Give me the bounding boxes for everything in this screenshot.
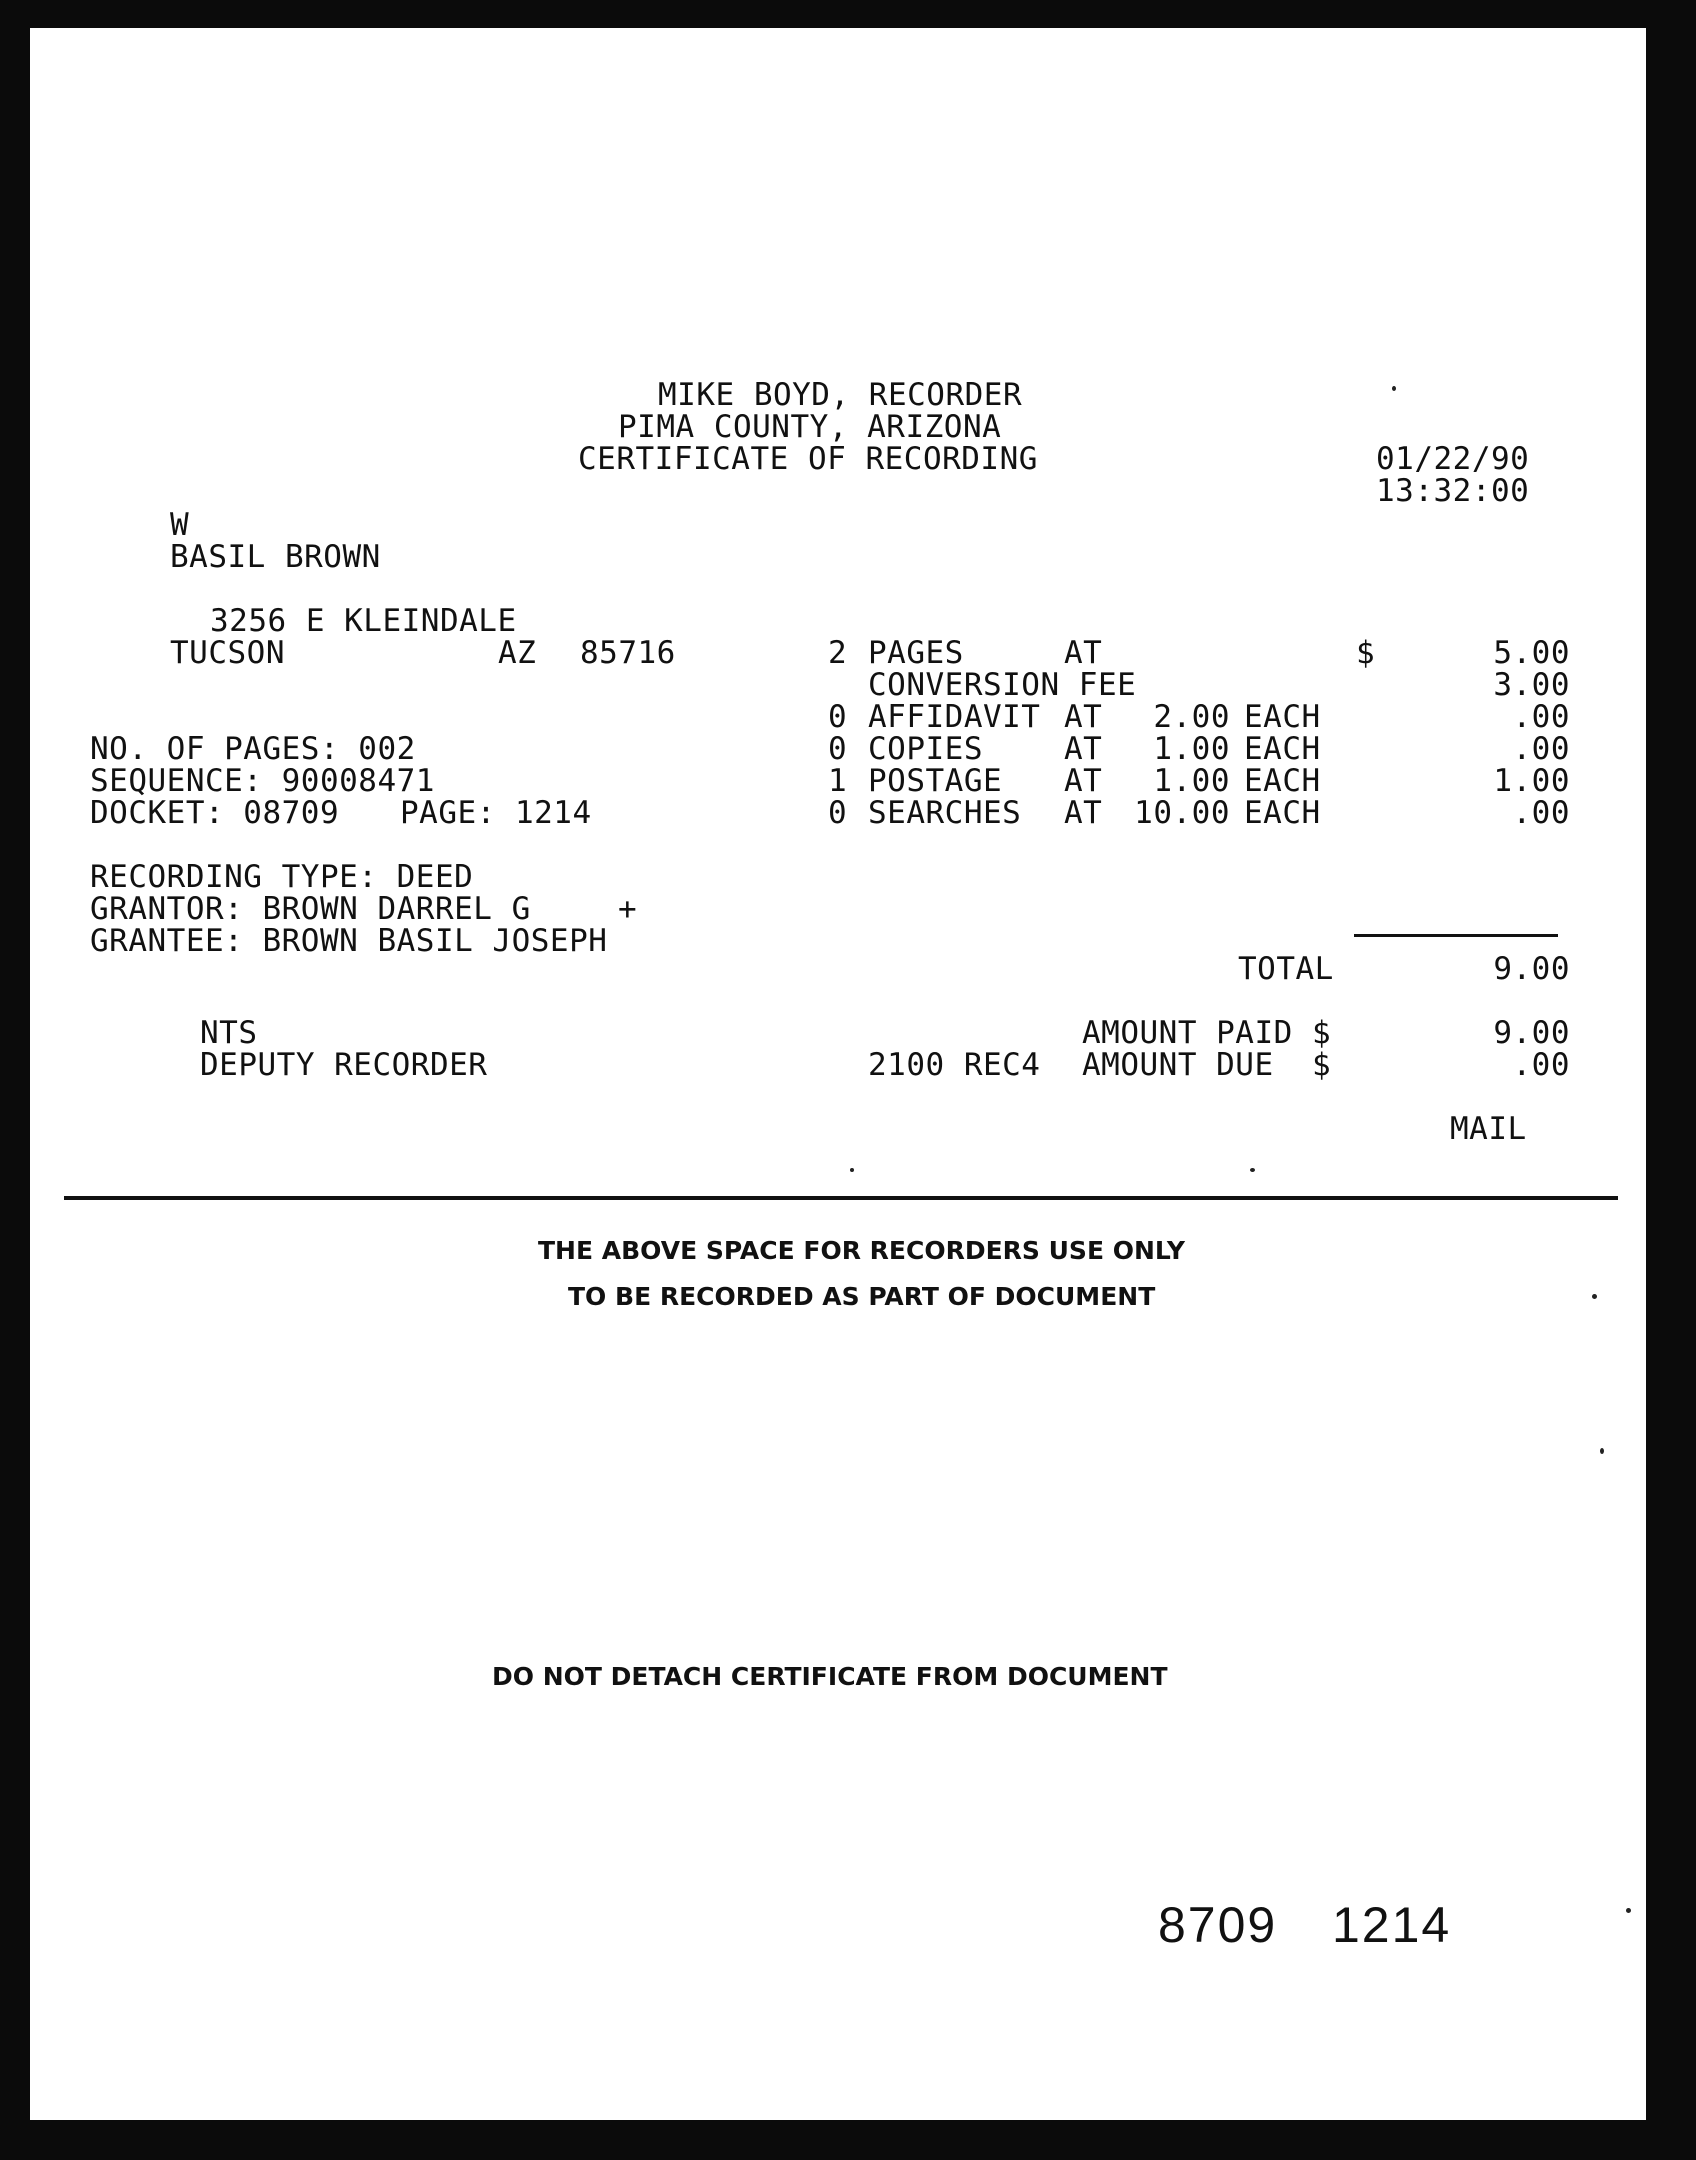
number-of-pages: NO. OF PAGES: 002 xyxy=(90,731,416,767)
fee-each: EACH xyxy=(1244,731,1321,767)
fee-rate: 1.00 xyxy=(1153,731,1230,767)
recorder-name: MIKE BOYD, RECORDER xyxy=(658,377,1023,413)
recorder-divider xyxy=(64,1196,1618,1200)
amount-paid-label: AMOUNT PAID $ xyxy=(1082,1015,1332,1051)
sequence-number: SEQUENCE: 90008471 xyxy=(90,763,435,799)
recorder-use-notice: THE ABOVE SPACE FOR RECORDERS USE ONLY xyxy=(538,1236,1186,1265)
fee-rate: 2.00 xyxy=(1153,699,1230,735)
fee-amount: .00 xyxy=(1512,699,1570,735)
fee-qty: 0 xyxy=(828,795,848,831)
scan-speck xyxy=(1392,386,1396,391)
scan-speck xyxy=(850,1168,854,1172)
page-number: PAGE: 1214 xyxy=(400,795,592,831)
fee-item: CONVERSION FEE xyxy=(868,667,1137,703)
delivery-method: MAIL xyxy=(1450,1111,1527,1147)
stamp-page: 1214 xyxy=(1332,1897,1452,1953)
fee-amount: 5.00 xyxy=(1493,635,1570,671)
fee-qty: 0 xyxy=(828,731,848,767)
recording-date: 01/22/90 xyxy=(1376,441,1530,477)
fee-item: AFFIDAVIT xyxy=(868,699,1041,735)
amount-due-label: AMOUNT DUE $ xyxy=(1082,1047,1332,1083)
fee-qty: 2 xyxy=(828,635,848,671)
fee-at: AT xyxy=(1064,635,1103,671)
fee-item: POSTAGE xyxy=(868,763,1003,799)
fee-item: PAGES xyxy=(868,635,964,671)
addressee-name: BASIL BROWN xyxy=(170,539,381,575)
stamp-docket: 8709 xyxy=(1158,1897,1278,1953)
fee-at: AT xyxy=(1064,731,1103,767)
certificate-page xyxy=(30,28,1646,2120)
fee-rate: 10.00 xyxy=(1134,795,1230,831)
county-name: PIMA COUNTY, ARIZONA xyxy=(618,409,1002,445)
scan-speck xyxy=(1592,1294,1597,1299)
fee-amount: .00 xyxy=(1512,731,1570,767)
grantee: GRANTEE: BROWN BASIL JOSEPH xyxy=(90,923,608,959)
state: AZ xyxy=(498,635,537,671)
scan-speck xyxy=(1600,1448,1604,1454)
fee-each: EACH xyxy=(1244,699,1321,735)
scan-speck xyxy=(1626,1908,1631,1913)
total-amount: 9.00 xyxy=(1493,951,1570,987)
fee-amount: 1.00 xyxy=(1493,763,1570,799)
street-address: 3256 E KLEINDALE xyxy=(210,603,517,639)
fee-each: EACH xyxy=(1244,795,1321,831)
detach-warning: DO NOT DETACH CERTIFICATE FROM DOCUMENT xyxy=(492,1662,1168,1691)
total-label: TOTAL xyxy=(1238,951,1334,987)
fee-at: AT xyxy=(1064,763,1103,799)
grantor-mark: + xyxy=(618,891,638,927)
total-underline xyxy=(1354,934,1558,937)
fee-at: AT xyxy=(1064,699,1103,735)
fee-amount: 3.00 xyxy=(1493,667,1570,703)
recording-time: 13:32:00 xyxy=(1376,473,1530,509)
docket-number: DOCKET: 08709 xyxy=(90,795,340,831)
fee-each: EACH xyxy=(1244,763,1321,799)
address-code: W xyxy=(170,507,190,543)
amount-due: .00 xyxy=(1512,1047,1570,1083)
fee-amount: .00 xyxy=(1512,795,1570,831)
amount-paid: 9.00 xyxy=(1493,1015,1570,1051)
city: TUCSON xyxy=(170,635,285,671)
fee-item: SEARCHES xyxy=(868,795,1022,831)
register-code: 2100 REC4 xyxy=(868,1047,1041,1083)
zip-code: 85716 xyxy=(580,635,676,671)
fee-rate: 1.00 xyxy=(1153,763,1230,799)
grantor: GRANTOR: BROWN DARREL G xyxy=(90,891,531,927)
fee-qty: 0 xyxy=(828,699,848,735)
certificate-title: CERTIFICATE OF RECORDING xyxy=(578,441,1038,477)
fee-at: AT xyxy=(1064,795,1103,831)
fee-item: COPIES xyxy=(868,731,983,767)
recording-type: RECORDING TYPE: DEED xyxy=(90,859,474,895)
scan-speck xyxy=(1250,1168,1255,1172)
record-part-notice: TO BE RECORDED AS PART OF DOCUMENT xyxy=(568,1282,1156,1311)
deputy-title: DEPUTY RECORDER xyxy=(200,1047,488,1083)
fee-qty: 1 xyxy=(828,763,848,799)
deputy-initials: NTS xyxy=(200,1015,258,1051)
fee-currency: $ xyxy=(1356,635,1376,671)
